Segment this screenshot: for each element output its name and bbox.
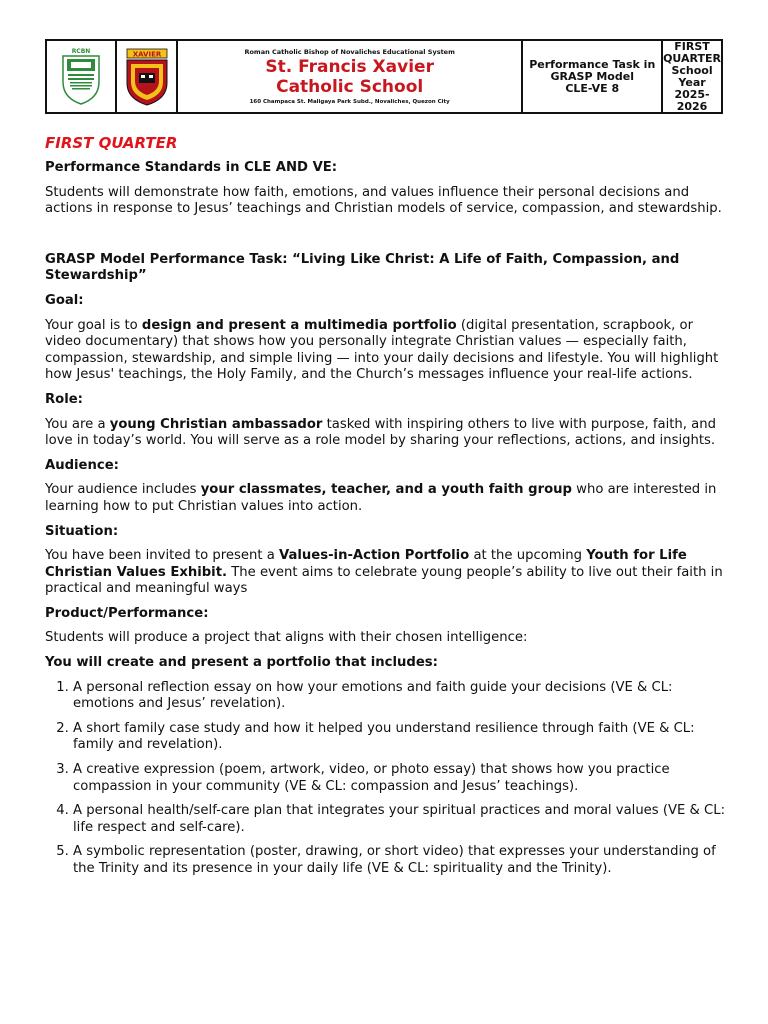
spacer [45,226,725,252]
school-name-line1: St. Francis Xavier [265,57,434,77]
education-system-name: Roman Catholic Bishop of Novaliches Educational System [244,48,455,56]
standards-heading: Performance Standards in CLE AND VE: [45,160,338,175]
rcbn-logo-icon [53,46,109,108]
situation-text-mid: at the upcoming [469,548,587,564]
role-heading: Role: [45,391,83,407]
header-table [45,39,723,114]
audience-text-bold: your classmates, teacher, and a youth faith group [200,482,572,498]
situation-heading: Situation: [45,523,119,539]
rcbn-logo-cell [47,41,117,112]
situation-text-post: The event aims to celebrate young people’s ability to live out their faith in practical and meaningful ways [45,564,723,597]
portfolio-heading: You will create and present a portfolio that includes: [45,655,438,671]
quarter-line4: 2025-2026 [674,87,710,113]
audience-text-post: who are interested in learning how to put Christian values into action. [45,482,717,514]
quarter-line3: School Year [671,63,713,89]
role-text-bold: young Christian ambassador [109,416,323,432]
situation-text [45,548,725,598]
task-heading: GRASP Model Performance Task: “Living Like Christ: A Life of Faith, Compassion, and Stewardship” [45,251,680,284]
task-line3: CLE-VE 8 [565,81,620,95]
audience-text-pre: Your audience includes [45,482,201,498]
audience-text [45,482,725,515]
xavier-shield-icon [123,47,171,107]
goal-text-bold: design and present a multimedia portfolio [141,317,457,333]
product-text: Students will produce a project that aligns with their chosen intelligence: [45,630,528,646]
rcbn-logo-text: RCBN [71,47,91,55]
task-title-cell [523,41,663,112]
situation-text-bold2: Youth for Life Christian Values Exhibit. [45,548,687,580]
list-item: 2. A short family case study and how it helped you understand resilience through faith (VE & CL: family and revelation). [73,721,725,754]
quarter-cell [663,41,721,112]
goal-heading: Goal: [45,292,84,308]
list-item: 1. A personal reflection essay on how your emotions and faith guide your decisions (VE & CL: emotions and Jesus’ revelation). [73,680,725,713]
goal-text-post: (digital presentation, scrapbook, or video documentary) that shows how you personally integrate Christian values — especially faith, compassion, stewardship, and simple living — into your daily decisions and lifestyle. You will highlight how Jesus' teachings, the Holy Family, and the Church’s messages influence your real-life actions. [45,317,719,383]
product-heading: Product/Performance: [45,605,209,621]
goal-text [45,318,725,384]
list-item: 3. A creative expression (poem, artwork, video, or photo essay) that shows how you practice compassion in your community (VE & CL: compassion and Jesus’ teachings). [73,762,725,795]
quarter-line2: QUARTER [663,51,721,65]
portfolio-list [45,680,725,878]
xavier-logo-cell [117,41,178,112]
xavier-logo-text: XAVIER [132,50,161,58]
list-item: 4. A personal health/self-care plan that integrates your spiritual practices and moral values (VE & CL: life respect and self-care). [73,803,725,836]
standards-text: Students will demonstrate how faith, emotions, and values influence their personal decisions and actions in response to Jesus’ teachings and Christian models of service, compassion, and stewardship. [45,184,722,217]
quarter-line1: FIRST [674,39,710,53]
goal-text-pre: Your goal is to [45,317,142,333]
school-name-line2: Catholic School [276,77,424,97]
school-name-cell [178,41,524,112]
task-line1: Performance Task in [529,57,656,71]
role-text [45,417,725,450]
situation-text-bold1: Values-in-Action Portfolio [278,548,470,564]
list-item: 5. A symbolic representation (poster, drawing, or short video) that expresses your understanding of the Trinity and its presence in your daily life (VE & CL: spirituality and the Trinity). [73,844,725,877]
quarter-title: FIRST QUARTER [45,134,178,152]
role-text-pre: You are a [45,416,110,432]
audience-heading: Audience: [45,457,119,473]
situation-text-pre: You have been invited to present a [45,548,279,564]
school-address: 160 Champaca St. Maligaya Park Subd., Novaliches, Quezon City [249,99,450,105]
role-text-post: tasked with inspiring others to live with purpose, faith, and love in today’s world. You will serve as a role model by sharing your reflections, actions, and insights. [45,416,716,449]
document-body [45,134,725,886]
task-line2: GRASP Model [550,69,634,83]
